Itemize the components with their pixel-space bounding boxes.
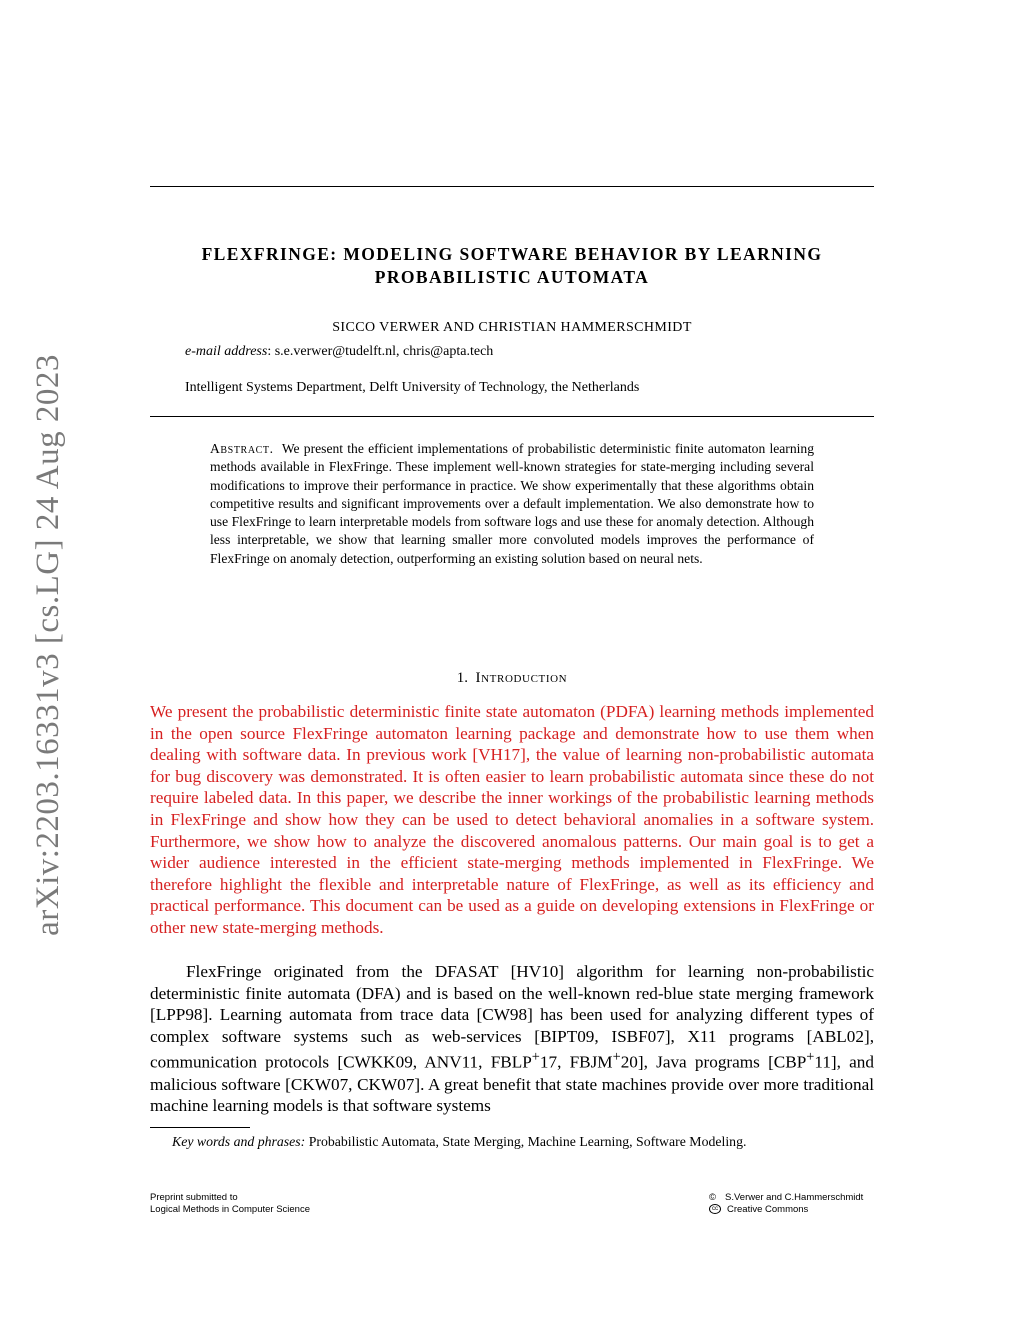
- intro-paragraph-2: [150, 961, 874, 1117]
- superscript-plus-1: +: [531, 1049, 540, 1066]
- intro-paragraph-1: We present the probabilistic deterministic finite state automaton (PDFA) learning methods implemented in the open source FlexFringe automaton learning package and demonstrate how to use them when dealing with software data. In previous work [VH17], the value of learning non-probabilistic automata for bug discovery was demonstrated. It is often easier to learn probabilistic automata since these do not require labeled data. In this paper, we describe the inner workings of the probabilistic learning methods in FlexFringe and show how they can be used to detect behavioral anomalies in a software system. Furthermore, we show how to analyze the discovered anomalous patterns. Our main goal is to get a wider audience interested in the efficient state-merging methods implemented in FlexFringe. We therefore highlight the flexible and interpretable nature of FlexFringe, as well as its efficiency and practical performance. This document can be used as a guide on developing extensions in FlexFringe or other new state-merging methods.: [150, 702, 874, 937]
- intro-paragraph-2-part-c: 20], Java programs [CBP: [620, 1053, 807, 1073]
- email-line: [185, 344, 493, 360]
- abstract: [210, 440, 814, 568]
- footnote-rule: [150, 1127, 250, 1128]
- section-heading: [150, 670, 874, 687]
- intro-paragraph-2-part-b: 17, FBJM: [539, 1053, 613, 1073]
- header-rule: [150, 416, 874, 417]
- email-label: e-mail address: [185, 344, 268, 359]
- abstract-label: Abstract.: [210, 441, 274, 456]
- top-rule: [150, 186, 874, 187]
- footer-journal: Logical Methods in Computer Science: [150, 1203, 311, 1215]
- section-number: 1.: [456, 670, 469, 686]
- authors: SICCO VERWER AND CHRISTIAN HAMMERSCHMIDT: [332, 320, 692, 335]
- arxiv-identifier: arXiv:2203.16331v3 [cs.LG] 24 Aug 2023: [30, 354, 66, 936]
- superscript-plus-3: +: [806, 1049, 815, 1066]
- footer-left: [150, 1192, 310, 1215]
- affiliation: Intelligent Systems Department, Delft University of Technology, the Netherlands: [185, 380, 640, 395]
- keywords-label: Key words and phrases:: [172, 1134, 306, 1149]
- paper-title: [150, 243, 874, 289]
- title-line-1: FLEXFRINGE: MODELING SOFTWARE BEHAVIOR BY LEARNING: [201, 244, 823, 264]
- intro-paragraph-2-part-d: 11], and malicious software [CKW07, CKW07]. A great benefit that state machines provide over more traditional machine learning models is that software systems: [150, 1053, 874, 1116]
- superscript-plus-2: +: [612, 1049, 621, 1066]
- keywords-footnote: [172, 1134, 746, 1150]
- footer-license: Creative Commons: [727, 1203, 809, 1215]
- email-value: : s.e.verwer@tudelft.nl, chris@apta.tech: [267, 344, 494, 359]
- keywords-text: Probabilistic Automata, State Merging, Machine Learning, Software Modeling.: [308, 1134, 747, 1149]
- copyright-icon: ©: [709, 1192, 716, 1203]
- creative-commons-icon: cc: [709, 1204, 721, 1214]
- title-line-2: PROBABILISTIC AUTOMATA: [374, 267, 650, 287]
- footer-copyright-holders: S.Verwer and C.Hammerschmidt: [725, 1192, 864, 1203]
- abstract-text: We present the efficient implementations of probabilistic deterministic finite automaton learning methods available in FlexFringe. These implement well-known strategies for state-merging including several modifications to improve their performance in practice. We show experimentally that these algorithms obtain competitive results and significant improvements over a default implementation. We also demonstrate how to use FlexFringe to learn interpretable models from software logs and use these for anomaly detection. Although less interpretable, we show that learning smaller more convoluted models improves the performance of FlexFringe on anomaly detection, outperforming an existing solution based on neural nets.: [210, 441, 814, 566]
- footer-right: [709, 1192, 863, 1215]
- section-title: Introduction: [475, 670, 568, 686]
- intro-paragraph-2-part-a: FlexFringe originated from the DFASAT [HV10] algorithm for learning non-probabilistic deterministic finite automata (DFA) and is based on the well-known red-blue state merging framework [LPP98]. Learning automata from trace data [CW98] has been used for analyzing different types of complex software systems such as web-services [BIPT09, ISBF07], X11 programs [ABL02], communication protocols [CWKK09, ANV11, FBLP: [150, 962, 874, 1073]
- footer-preprint: Preprint submitted to: [150, 1192, 238, 1203]
